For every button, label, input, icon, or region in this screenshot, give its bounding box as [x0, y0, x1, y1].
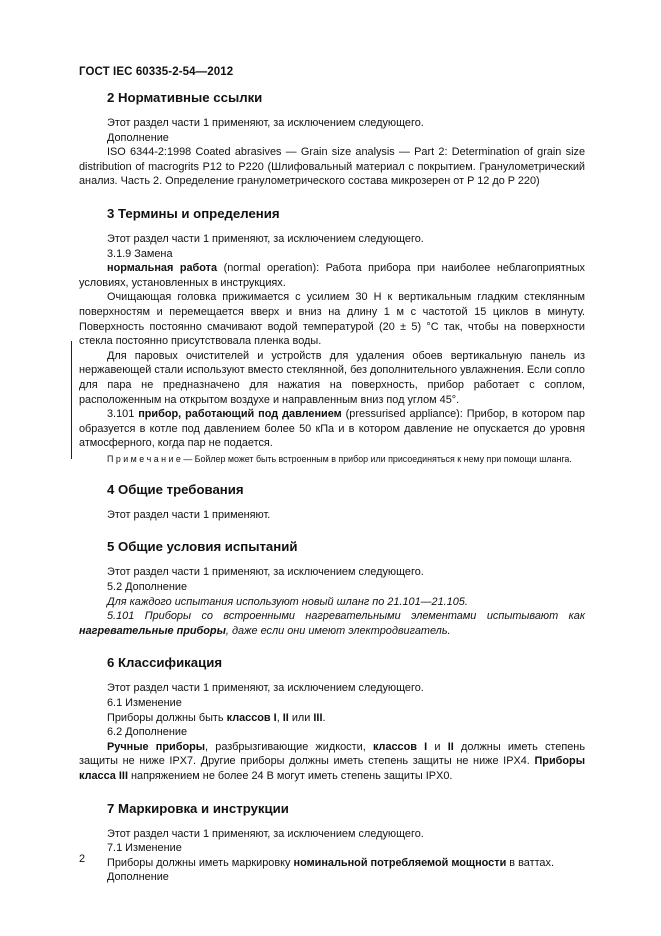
document-header: ГОСТ IEC 60335-2-54—2012	[79, 66, 234, 78]
term: прибор, работающий под давлением	[138, 408, 342, 421]
paragraph: Дополнение	[107, 131, 169, 144]
definition-normal-operation	[79, 261, 585, 290]
term: Приборы класса III	[79, 755, 585, 782]
text: ,	[276, 711, 283, 724]
text: , даже если они имеют электродвигатель.	[225, 624, 451, 637]
term: классов I	[226, 711, 277, 724]
paragraph: Для паровых очистителей и устройств для удаления обоев вертикальную панель из нержавеющей стали используют вместо стеклянной, без дополнительного увлажнения. Если сопло для пара не предназначено для нажатия на поверхность, прибор работает с соплом, расположенным на открытом воздухе и направленным вниз под углом 45°.	[79, 349, 585, 406]
section-2-heading: 2 Нормативные ссылки	[107, 90, 263, 105]
document-body	[79, 90, 585, 885]
text: в ваттах.	[506, 856, 554, 869]
change-bar	[71, 341, 72, 459]
text: 5.101 Приборы со встроенными нагревательными элементами испытывают как	[107, 610, 585, 623]
marking-paragraph	[79, 856, 585, 871]
paragraph: Для каждого испытания используют новый шланг по 21.101—21.105.	[107, 595, 468, 608]
page-number: 2	[79, 853, 86, 865]
text: и	[427, 740, 448, 753]
term: номинальной потребляемой мощности	[293, 856, 507, 869]
section-7-heading: 7 Маркировка и инструкции	[107, 800, 289, 816]
clause-5-101	[79, 609, 585, 638]
definition-text: (pressurised appliance): Прибор, в котором пар образуется в котле под давлением более 50 кПа и в котором давление не опускается до уровня атмосферного, когда пар не подается.	[79, 408, 585, 450]
text: должны иметь степень защиты не ниже IPX7. Другие приборы должны иметь степень защиты не ниже IPX4.	[79, 740, 585, 768]
term: II	[282, 711, 289, 724]
paragraph: Очищающая головка прижимается с усилием 30 Н к вертикальным гладким стеклянным поверхностям и перемещается вверх и вниз на длину 1 м с частотой 15 циклов в минуту. Поверхность постоянно смачивают водой температурой (20 ± 5) °С так, чтобы на поверхности стекла постоянно присутствовала пленка воды.	[79, 291, 585, 348]
term: Ручные приборы	[107, 740, 206, 753]
section-4-heading: 4 Общие требования	[107, 481, 244, 497]
paragraph: 6.1 Изменение	[107, 697, 182, 710]
note-label: П р и м е ч а н и е	[107, 453, 181, 464]
note-text: — Бойлер может быть встроенным в прибор или присоединяться к нему при помощи шланга.	[180, 453, 572, 464]
text: напряжением не более 24 В могут иметь степень защиты IPX0.	[127, 770, 453, 782]
paragraph: 7.1 Изменение	[107, 842, 182, 855]
term: нагревательные приборы	[79, 624, 226, 637]
paragraph: Этот раздел части 1 применяют.	[107, 508, 271, 521]
paragraph: Дополнение	[107, 871, 169, 884]
paragraph: Этот раздел части 1 применяют, за исключением следующего.	[107, 117, 424, 129]
text: Приборы должны иметь маркировку	[107, 856, 294, 869]
text: или	[288, 711, 314, 724]
text: , разбрызгивающие жидкости,	[205, 740, 373, 753]
definition-pressurised-appliance	[79, 407, 585, 451]
term: III	[313, 711, 323, 724]
paragraph: 6.2 Дополнение	[107, 726, 188, 739]
classes-paragraph	[79, 711, 585, 726]
paragraph: ISO 6344-2:1998 Coated abrasives — Grain size analysis — Part 2: Determination of grain size distribution of macrogrits P12 to P220 (Шлифовальный материал с покрытием. Гранулометрический анализ. Часть 2. Определение гранулометрического состава микрозерен от P 12 до P 220)	[79, 146, 585, 188]
term: классов I	[372, 740, 428, 753]
text: .	[322, 711, 326, 724]
text: Приборы должны быть	[107, 711, 227, 724]
paragraph: Этот раздел части 1 применяют, за исключением следующего.	[107, 232, 424, 245]
paragraph: Этот раздел части 1 применяют, за исключением следующего.	[107, 827, 424, 840]
term: нормальная работа	[107, 262, 218, 275]
note	[79, 453, 585, 465]
paragraph: Этот раздел части 1 применяют, за исключением следующего.	[107, 682, 424, 695]
paragraph: 5.2 Дополнение	[107, 581, 188, 594]
term: II	[447, 740, 454, 753]
protection-paragraph	[79, 740, 585, 784]
paragraph: Этот раздел части 1 применяют, за исключением следующего.	[107, 566, 424, 579]
section-6-heading: 6 Классификация	[107, 655, 223, 671]
section-5-heading: 5 Общие условия испытаний	[107, 539, 298, 555]
paragraph: 3.1.9 Замена	[107, 247, 173, 260]
definition-text: (normal operation): Работа прибора при наиболее неблагоприятных условиях, установленных в инструкциях.	[79, 262, 585, 289]
section-3-heading: 3 Термины и определения	[107, 205, 280, 221]
clause-number: 3.101	[107, 408, 139, 421]
